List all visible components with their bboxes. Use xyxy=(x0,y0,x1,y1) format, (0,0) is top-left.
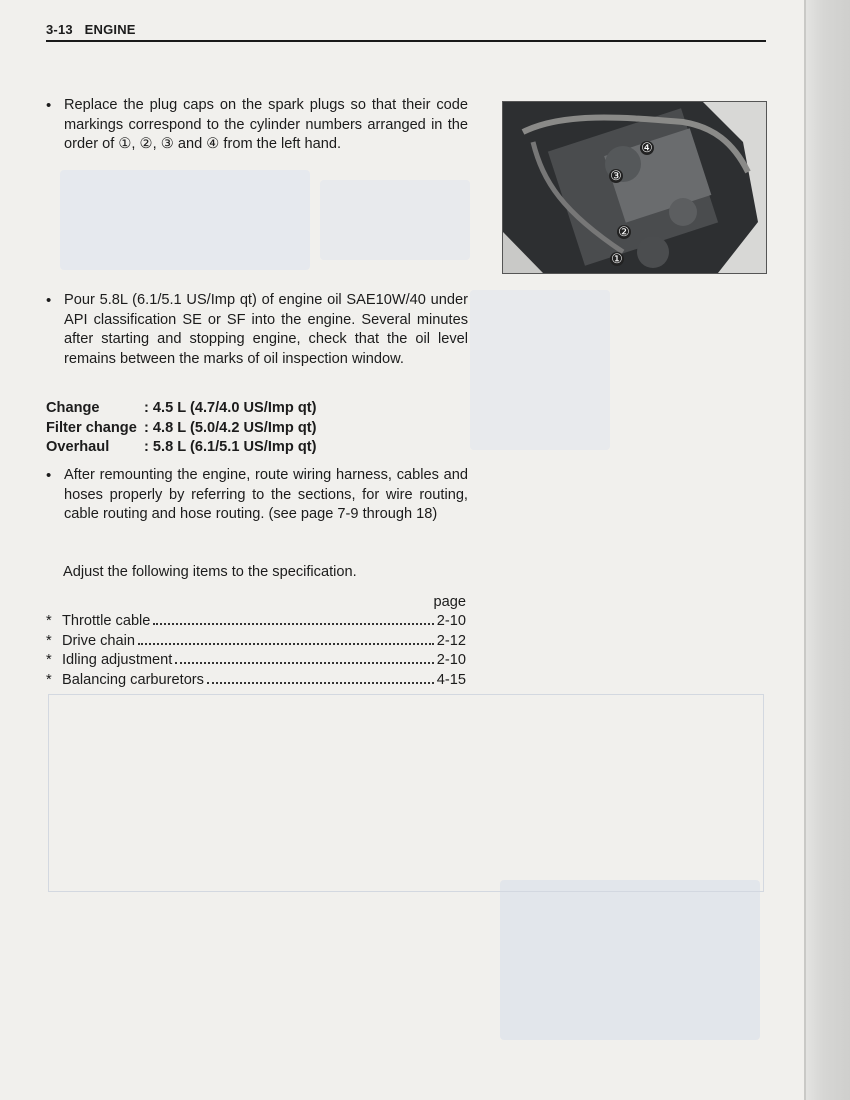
spec-value: : 4.5 L (4.7/4.0 US/Imp qt) xyxy=(144,400,317,416)
adjust-intro: Adjust the following items to the specification. xyxy=(63,564,357,580)
item-label: Throttle cable xyxy=(62,613,151,630)
bullet-mark: • xyxy=(46,292,52,309)
instruction-text: After remounting the engine, route wiring harness, cables and hoses properly by referring to the sections, for wire routing, cable routing and hose routing. (see page 7-9 through 18) xyxy=(64,467,468,523)
bleed-through-table xyxy=(48,694,764,892)
bleed-through-shape xyxy=(470,290,610,450)
asterisk-mark: * xyxy=(46,613,52,630)
dot-leader xyxy=(138,643,434,645)
bleed-through-shape xyxy=(60,170,310,270)
item-label: Idling adjustment xyxy=(62,652,173,669)
cylinder-callout-2: ② xyxy=(618,224,630,239)
engine-photo-illustration xyxy=(503,102,766,273)
cylinder-callout-1: ① xyxy=(611,251,623,266)
asterisk-mark: * xyxy=(46,632,52,649)
spec-value: : 4.8 L (5.0/4.2 US/Imp qt) xyxy=(144,419,317,436)
section-title: ENGINE xyxy=(84,22,136,37)
next-page-edge xyxy=(806,0,850,1100)
item-label: Drive chain xyxy=(62,632,135,649)
page-reference: 2-10 xyxy=(436,613,466,630)
dot-leader xyxy=(207,682,434,684)
instruction-item xyxy=(46,291,468,369)
spec-row xyxy=(46,419,466,439)
dot-leader xyxy=(153,623,433,625)
list-item xyxy=(46,651,466,670)
asterisk-mark: * xyxy=(46,671,52,688)
page-reference: 4-15 xyxy=(436,671,466,688)
bullet-mark: • xyxy=(46,97,52,114)
spec-row xyxy=(46,399,466,419)
instruction-item xyxy=(46,96,468,155)
list-item xyxy=(46,671,466,690)
page-header xyxy=(46,22,766,42)
page-number: 3-13 xyxy=(46,22,73,37)
asterisk-mark: * xyxy=(46,652,52,669)
instruction-item xyxy=(46,466,468,525)
list-item xyxy=(46,632,466,651)
adjustment-list xyxy=(46,593,466,690)
engine-photo xyxy=(502,101,767,274)
spec-label: Overhaul xyxy=(46,439,110,455)
cylinder-callout-3: ③ xyxy=(610,168,622,183)
page-reference: 2-10 xyxy=(436,652,466,669)
list-item xyxy=(46,612,466,631)
page-reference: 2-12 xyxy=(436,632,466,649)
bleed-through-shape xyxy=(320,180,470,260)
spec-label: Filter change xyxy=(46,419,137,436)
cylinder-callout-4: ④ xyxy=(641,140,653,155)
page-column-header: page xyxy=(433,594,466,610)
instruction-text: Pour 5.8L (6.1/5.1 US/Imp qt) of engine oil SAE10W/40 under API classification SE or SF into the engine. Several minutes after starting and stopping engine, check that the oil level remains between the marks of oil inspection window. xyxy=(64,292,468,367)
bullet-mark: • xyxy=(46,467,52,484)
dot-leader xyxy=(175,662,433,664)
instruction-text: Replace the plug caps on the spark plugs so that their code markings correspond to the cylinder numbers arranged in the order of ①, ②, ③ and ④ from the left hand. xyxy=(64,97,468,153)
bleed-through-shape xyxy=(500,880,760,1040)
spec-row xyxy=(46,438,466,458)
spec-value: : 5.8 L (6.1/5.1 US/Imp qt) xyxy=(144,439,317,455)
oil-capacity-specs xyxy=(46,399,466,458)
spec-label: Change xyxy=(46,400,100,416)
item-label: Balancing carburetors xyxy=(62,671,204,688)
